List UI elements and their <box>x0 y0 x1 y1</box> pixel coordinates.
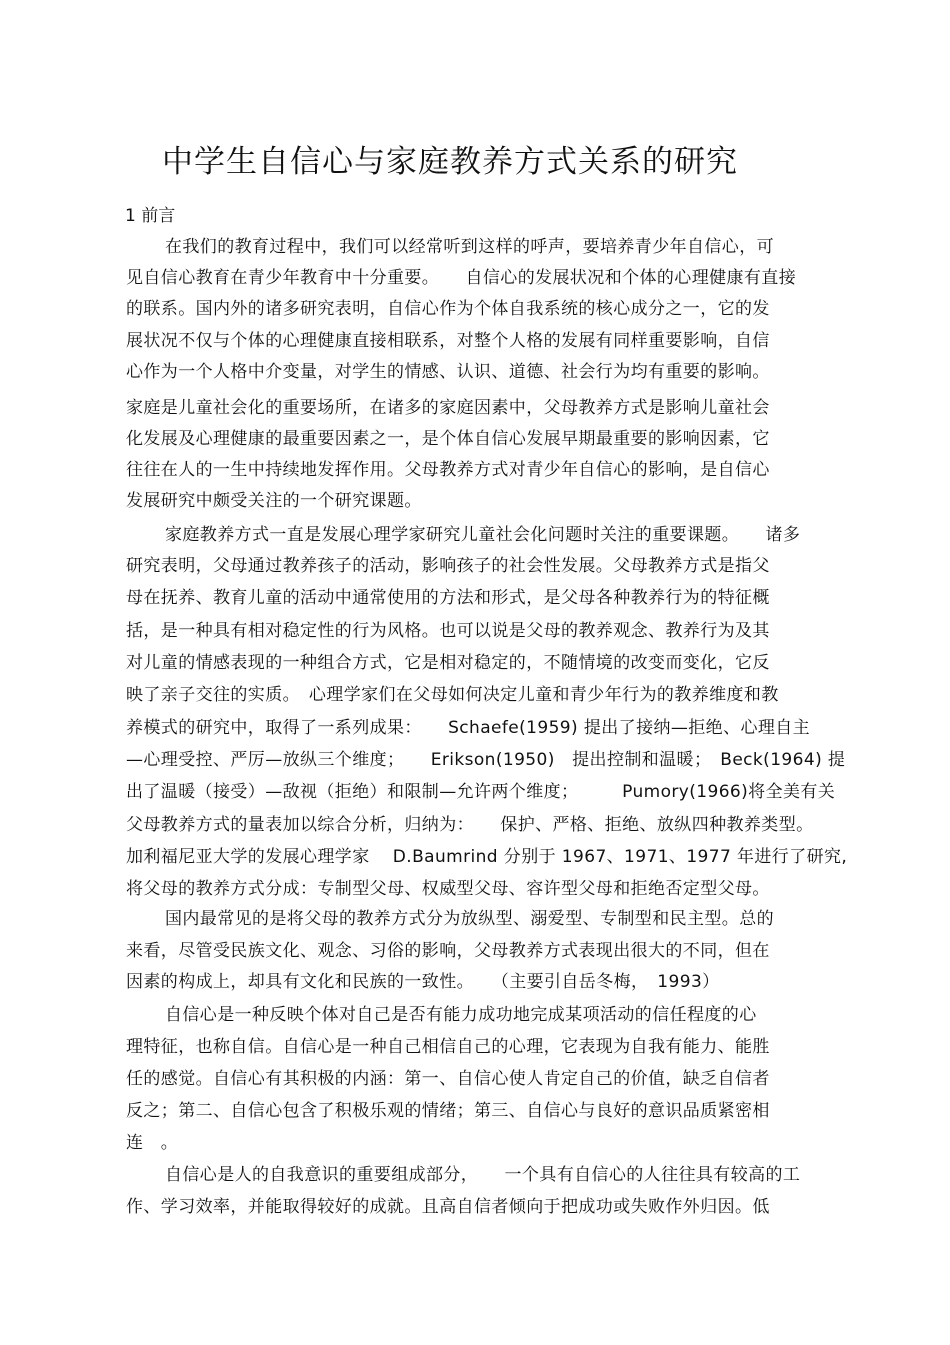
paragraph-line: 作、学习效率，并能取得较好的成就。且高自信者倾向于把成功或失败作外归因。低 <box>126 1197 770 1217</box>
paragraph-line: 往往在人的一生中持续地发挥作用。父母教养方式对青少年自信心的影响，是自信心 <box>126 460 770 480</box>
paragraph-line: 连 。 <box>126 1133 179 1153</box>
paragraph-line: 自信心是一种反映个体对自己是否有能力成功地完成某项活动的信任程度的心 <box>165 1005 757 1025</box>
paragraph-line: 研究表明，父母通过教养孩子的活动，影响孩子的社会性发展。父母教养方式是指父 <box>126 556 770 576</box>
section-heading: 1 前言 <box>125 206 176 226</box>
paragraph-line: 反之；第二、自信心包含了积极乐观的情绪；第三、自信心与良好的意识品质紧密相 <box>126 1101 770 1121</box>
paragraph-line: 来看，尽管受民族文化、观念、习俗的影响，父母教养方式表现出很大的不同，但在 <box>126 941 770 961</box>
paragraph-line: 母在抚养、教育儿童的活动中通常使用的方法和形式，是父母各种教养行为的特征概 <box>126 588 770 608</box>
paragraph-line: 括，是一种具有相对稳定性的行为风格。也可以说是父母的教养观念、教养行为及其 <box>126 621 770 641</box>
paragraph-line: 的联系。国内外的诸多研究表明，自信心作为个体自我系统的核心成分之一，它的发 <box>126 299 770 319</box>
paragraph-line: 化发展及心理健康的最重要因素之一，是个体自信心发展早期最重要的影响因素，它 <box>126 429 770 449</box>
paragraph-line: 理特征，也称自信。自信心是一种自己相信自己的心理，它表现为自我有能力、能胜 <box>126 1037 770 1057</box>
paragraph-line: 父母教养方式的量表加以综合分析，归纳为： 保护、严格、拒绝、放纵四种教养类型。 <box>126 815 814 835</box>
paragraph-line: 自信心是人的自我意识的重要组成部分， 一个具有自信心的人往往具有较高的工 <box>165 1165 801 1185</box>
paragraph-line: 国内最常见的是将父母的教养方式分为放纵型、溺爱型、专制型和民主型。总的 <box>165 909 774 929</box>
paragraph-line: —心理受控、严厉—放纵三个维度； Erikson(1950) 提出控制和温暖； Beck(1964) 提 <box>126 750 846 770</box>
paragraph-line: 见自信心教育在青少年教育中十分重要。 自信心的发展状况和个体的心理健康有直接 <box>126 268 797 288</box>
paragraph-line: 因素的构成上，却具有文化和民族的一致性。 （主要引自岳冬梅， 1993） <box>126 972 720 992</box>
paragraph-line: 在我们的教育过程中，我们可以经常听到这样的呼声，要培养青少年自信心，可 <box>165 237 774 257</box>
paragraph-line: 家庭教养方式一直是发展心理学家研究儿童社会化问题时关注的重要课题。 诸多 <box>165 525 801 545</box>
paragraph-line: 发展研究中颇受关注的一个研究课题。 <box>126 491 422 511</box>
paragraph-line: 对儿童的情感表现的一种组合方式，它是相对稳定的，不随情境的改变而变化，它反 <box>126 653 770 673</box>
paragraph-line: 养模式的研究中，取得了一系列成果： Schaefe(1959) 提出了接纳—拒绝、心理自主 <box>126 718 811 738</box>
paragraph-line: 家庭是儿童社会化的重要场所，在诸多的家庭因素中，父母教养方式是影响儿童社会 <box>126 398 770 418</box>
document-title: 中学生自信心与家庭教养方式关系的研究 <box>162 144 738 180</box>
paragraph-line: 展状况不仅与个体的心理健康直接相联系，对整个人格的发展有同样重要影响，自信 <box>126 331 770 351</box>
paragraph-line: 心作为一个人格中介变量，对学生的情感、认识、道德、社会行为均有重要的影响。 <box>126 362 770 382</box>
paragraph-line: 任的感觉。自信心有其积极的内涵：第一、自信心使人肯定自己的价值，缺乏自信者 <box>126 1069 770 1089</box>
paragraph-line: 映了亲子交往的实质。 心理学家们在父母如何决定儿童和青少年行为的教养维度和教 <box>126 685 779 705</box>
paragraph-line: 出了温暖（接受）—敌视（拒绝）和限制—允许两个维度； Pumory(1966)将全美有关 <box>126 782 836 802</box>
paragraph-line: 加利福尼亚大学的发展心理学家 D.Baumrind 分别于 1967、1971、1977 年进行了研究, <box>126 847 848 867</box>
paragraph-line: 将父母的教养方式分成：专制型父母、权威型父母、容许型父母和拒绝否定型父母。 <box>126 879 770 899</box>
